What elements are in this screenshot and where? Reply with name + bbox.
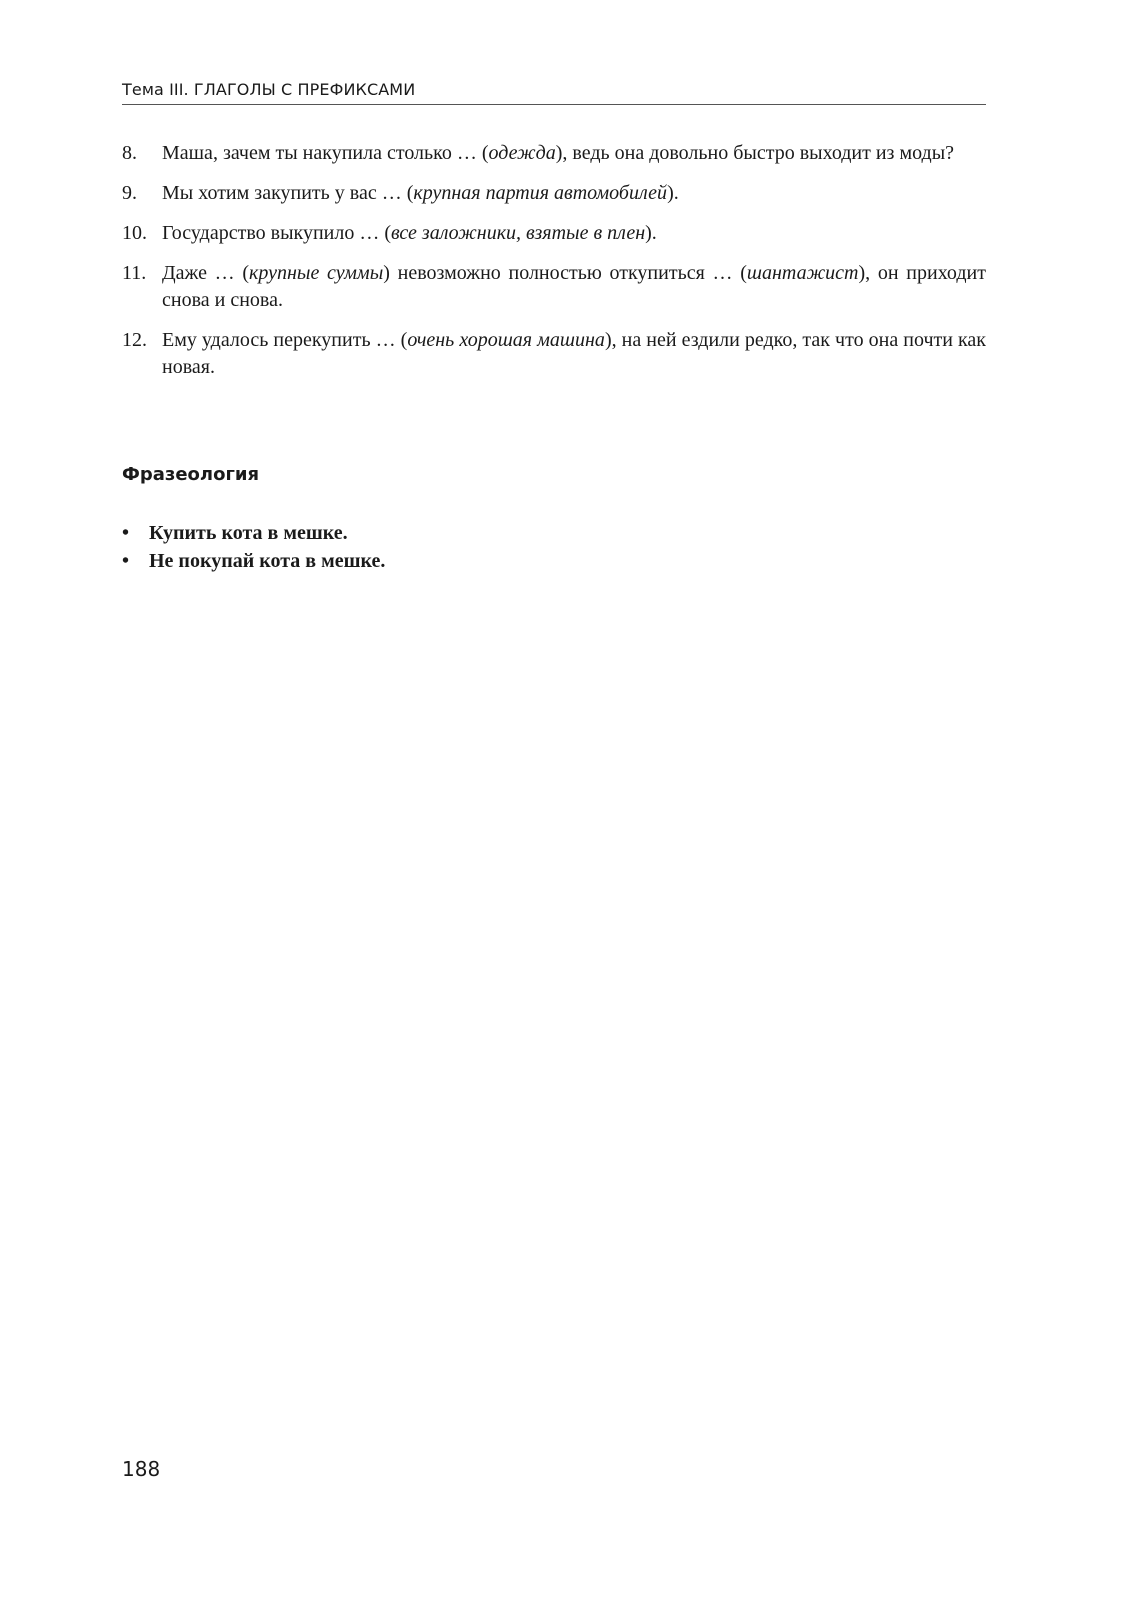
exercise-item-8 — [122, 140, 986, 167]
idiom-text: Не покупай кота в мешке. — [149, 550, 386, 572]
item-text: Государство выкупило … ( — [162, 222, 391, 244]
running-head: Тема III. ГЛАГОЛЫ С ПРЕФИКСАМИ — [122, 80, 416, 99]
item-hint: крупная партия автомобилей — [413, 182, 668, 204]
item-text: ), ведь она довольно быстро выходит из моды? — [555, 142, 955, 164]
header-rule — [122, 104, 986, 105]
item-text: ), он приходит снова и снова. — [162, 262, 986, 311]
exercise-item-9 — [122, 180, 986, 207]
idiom-text: Купить кота в мешке. — [149, 522, 348, 544]
item-number: 12. — [122, 329, 147, 351]
item-hint: все заложники, взятые в плен — [391, 222, 646, 244]
item-text: Ему удалось перекупить … ( — [162, 329, 408, 351]
item-hint: очень хорошая машина — [407, 329, 605, 351]
exercise-list — [122, 140, 986, 394]
page-number: 188 — [122, 1457, 161, 1481]
bullet-icon: • — [122, 522, 130, 544]
item-text: Мы хотим закупить у вас … ( — [162, 182, 414, 204]
item-number: 9. — [122, 182, 137, 204]
item-text: Даже … ( — [162, 262, 250, 284]
item-text: ). — [667, 182, 679, 204]
exercise-item-11 — [122, 260, 986, 314]
item-text: ) невозможно полностью откупиться … ( — [383, 262, 747, 284]
item-number: 8. — [122, 142, 137, 164]
item-number: 11. — [122, 262, 147, 284]
item-text: ), на ней ездили редко, так что она почти как новая. — [162, 329, 987, 378]
item-hint: крупные суммы — [249, 262, 384, 284]
exercise-item-12 — [122, 327, 986, 381]
section-title: Фразеология — [122, 464, 260, 485]
idiom-item — [122, 547, 986, 575]
item-hint: шантажист — [746, 262, 859, 284]
item-hint: одежда — [488, 142, 556, 164]
item-text: ). — [645, 222, 657, 244]
idiom-list — [122, 519, 986, 575]
idiom-item — [122, 519, 986, 547]
bullet-icon: • — [122, 550, 130, 572]
item-number: 10. — [122, 222, 147, 244]
exercise-item-10 — [122, 220, 986, 247]
item-text: Маша, зачем ты накупила столько … ( — [162, 142, 489, 164]
